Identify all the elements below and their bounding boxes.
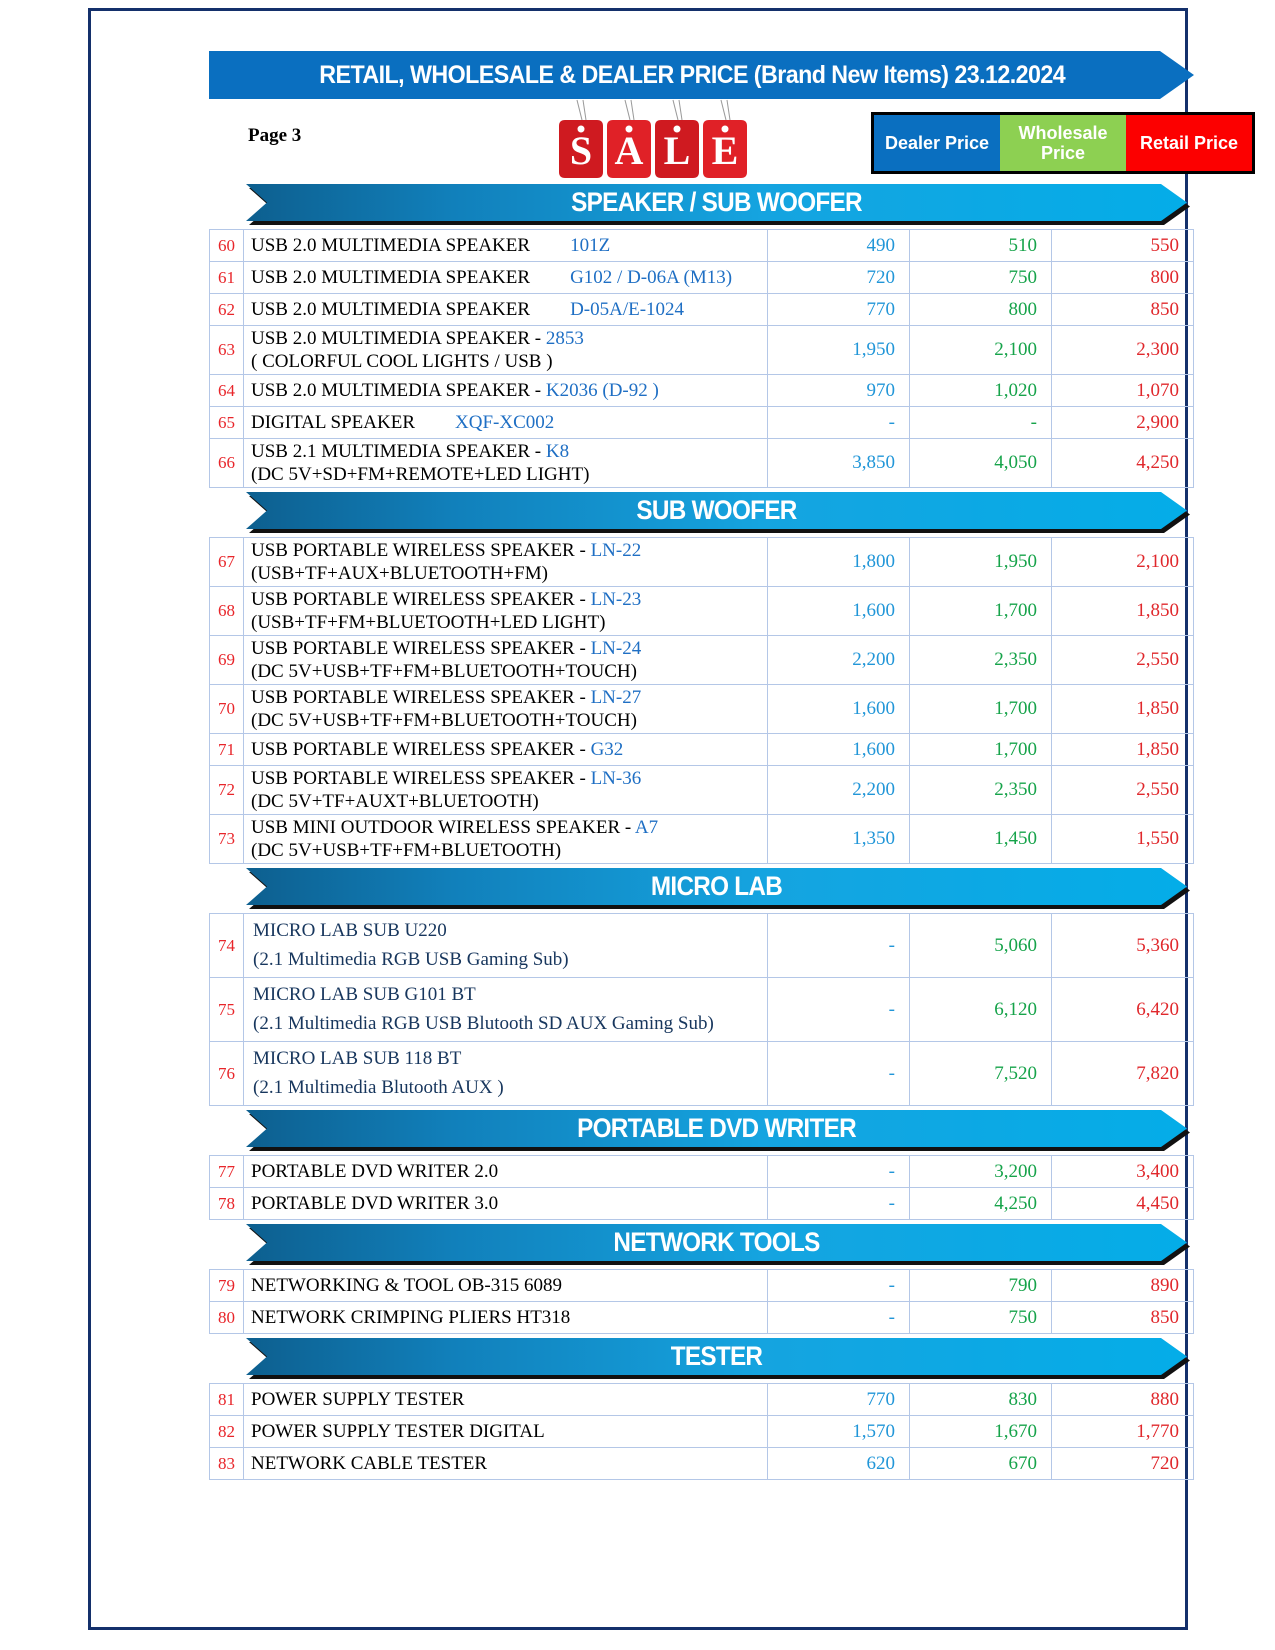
- item-name: USB 2.1 MULTIMEDIA SPEAKER -: [251, 440, 546, 462]
- item-description: [244, 439, 768, 488]
- item-description-line2: (DC 5V+TF+AUXT+BLUETOOTH): [251, 791, 539, 812]
- wholesale-price-cell: -: [910, 407, 1052, 439]
- wholesale-price-cell: 6,120: [910, 978, 1052, 1042]
- item-description: [244, 978, 768, 1042]
- price-table: [209, 1155, 1194, 1220]
- retail-price-header: Retail Price: [1126, 115, 1252, 171]
- row-number: 77: [210, 1156, 244, 1188]
- item-description-line2: (2.1 Multimedia Blutooth AUX ): [253, 1076, 504, 1098]
- item-description: [244, 294, 768, 326]
- item-name: USB 2.0 MULTIMEDIA SPEAKER -: [251, 327, 546, 349]
- row-number: 82: [210, 1416, 244, 1448]
- dealer-price-cell: 720: [768, 262, 910, 294]
- wholesale-price-cell: 750: [910, 1302, 1052, 1334]
- wholesale-price-cell: 2,100: [910, 326, 1052, 375]
- retail-price-cell: 880: [1052, 1384, 1194, 1416]
- item-name: POWER SUPPLY TESTER DIGITAL: [251, 1420, 545, 1442]
- row-number: 60: [210, 230, 244, 262]
- table-row[interactable]: [210, 636, 1194, 685]
- item-model-code: LN-22: [590, 539, 642, 561]
- dealer-price-cell: 1,600: [768, 587, 910, 636]
- retail-price-cell: 2,550: [1052, 636, 1194, 685]
- wholesale-price-cell: 2,350: [910, 636, 1052, 685]
- item-description: [244, 326, 768, 375]
- item-model-code: LN-27: [590, 686, 642, 708]
- table-row[interactable]: [210, 1384, 1194, 1416]
- item-description: [244, 538, 768, 587]
- item-description: [244, 1302, 768, 1334]
- document-title-banner: [209, 51, 1194, 99]
- retail-price-cell: 1,850: [1052, 685, 1194, 734]
- table-row[interactable]: [210, 1042, 1194, 1106]
- row-number: 65: [210, 407, 244, 439]
- row-number: 66: [210, 439, 244, 488]
- table-row[interactable]: [210, 587, 1194, 636]
- retail-price-cell: 4,450: [1052, 1188, 1194, 1220]
- retail-price-cell: 2,900: [1052, 407, 1194, 439]
- wholesale-price-cell: 670: [910, 1448, 1052, 1480]
- item-name: NETWORK CABLE TESTER: [251, 1452, 488, 1474]
- item-name: MICRO LAB SUB U220: [253, 919, 447, 941]
- table-row[interactable]: [210, 1156, 1194, 1188]
- row-number: 78: [210, 1188, 244, 1220]
- wholesale-price-cell: 3,200: [910, 1156, 1052, 1188]
- row-number: 62: [210, 294, 244, 326]
- section-banner: [246, 1110, 1187, 1151]
- wholesale-price-cell: 830: [910, 1384, 1052, 1416]
- price-table: [209, 537, 1194, 864]
- price-table: [209, 913, 1194, 1106]
- item-description: [244, 636, 768, 685]
- table-row[interactable]: [210, 685, 1194, 734]
- dealer-price-header: Dealer Price: [874, 115, 1000, 171]
- retail-price-cell: 1,850: [1052, 587, 1194, 636]
- item-name: DIGITAL SPEAKER: [251, 411, 416, 433]
- sale-letter-s: S: [569, 128, 593, 173]
- item-description: [244, 734, 768, 766]
- item-description-line2: (DC 5V+SD+FM+REMOTE+LED LIGHT): [251, 464, 590, 485]
- sale-letter-e: E: [711, 128, 739, 173]
- item-model-code: K8: [545, 440, 570, 462]
- item-model-code: LN-36: [590, 767, 642, 789]
- table-row[interactable]: [210, 538, 1194, 587]
- section-title: PORTABLE DVD WRITER: [577, 1113, 856, 1143]
- item-description: [244, 587, 768, 636]
- table-row[interactable]: [210, 914, 1194, 978]
- item-description-line2: (DC 5V+USB+TF+FM+BLUETOOTH+TOUCH): [251, 661, 637, 682]
- header-row: [203, 112, 1255, 180]
- item-name: USB PORTABLE WIRELESS SPEAKER -: [251, 588, 591, 610]
- item-model-code: 101Z: [570, 234, 611, 256]
- dealer-price-cell: -: [768, 1270, 910, 1302]
- wholesale-price-cell: 750: [910, 262, 1052, 294]
- retail-price-cell: 6,420: [1052, 978, 1194, 1042]
- item-name: USB PORTABLE WIRELESS SPEAKER -: [251, 539, 591, 561]
- row-number: 81: [210, 1384, 244, 1416]
- dealer-price-cell: -: [768, 1188, 910, 1220]
- item-description: [244, 1448, 768, 1480]
- item-name: PORTABLE DVD WRITER 2.0: [251, 1160, 499, 1182]
- page-border: [88, 8, 1239, 1630]
- item-description-line2: (2.1 Multimedia RGB USB Gaming Sub): [253, 948, 569, 970]
- item-description-line2: (DC 5V+USB+TF+FM+BLUETOOTH+TOUCH): [251, 710, 637, 731]
- item-name: POWER SUPPLY TESTER: [251, 1388, 465, 1410]
- section-banner: [246, 868, 1187, 909]
- item-description: [244, 1156, 768, 1188]
- table-row[interactable]: [210, 1270, 1194, 1302]
- dealer-price-cell: 1,600: [768, 685, 910, 734]
- item-name: USB PORTABLE WIRELESS SPEAKER -: [251, 637, 591, 659]
- row-number: 83: [210, 1448, 244, 1480]
- wholesale-price-cell: 4,050: [910, 439, 1052, 488]
- retail-price-cell: 7,820: [1052, 1042, 1194, 1106]
- wholesale-price-header: Wholesale Price: [1000, 115, 1126, 171]
- retail-price-cell: 1,850: [1052, 734, 1194, 766]
- item-name: USB 2.0 MULTIMEDIA SPEAKER: [251, 266, 531, 288]
- table-row[interactable]: [210, 294, 1194, 326]
- retail-price-cell: 850: [1052, 1302, 1194, 1334]
- wholesale-price-cell: 5,060: [910, 914, 1052, 978]
- item-description: [244, 1416, 768, 1448]
- price-list-body: [203, 184, 1255, 1480]
- table-row[interactable]: [210, 326, 1194, 375]
- item-model-code: A7: [634, 816, 659, 838]
- item-name: USB 2.0 MULTIMEDIA SPEAKER: [251, 298, 531, 320]
- item-name: USB 2.0 MULTIMEDIA SPEAKER -: [251, 379, 546, 401]
- retail-price-cell: 850: [1052, 294, 1194, 326]
- retail-price-cell: 3,400: [1052, 1156, 1194, 1188]
- table-row[interactable]: [210, 1416, 1194, 1448]
- row-number: 67: [210, 538, 244, 587]
- section-title: TESTER: [670, 1341, 763, 1371]
- dealer-price-cell: -: [768, 407, 910, 439]
- row-number: 69: [210, 636, 244, 685]
- table-row[interactable]: [210, 407, 1194, 439]
- item-description: [244, 1188, 768, 1220]
- row-number: 71: [210, 734, 244, 766]
- section-banner: [246, 1224, 1187, 1265]
- row-number: 68: [210, 587, 244, 636]
- item-model-code: K2036 (D-92 ): [545, 379, 659, 401]
- wholesale-price-cell: 1,670: [910, 1416, 1052, 1448]
- retail-price-cell: 5,360: [1052, 914, 1194, 978]
- item-name: USB MINI OUTDOOR WIRELESS SPEAKER -: [251, 816, 635, 838]
- dealer-price-cell: 970: [768, 375, 910, 407]
- item-name: USB 2.0 MULTIMEDIA SPEAKER: [251, 234, 531, 256]
- section-banner: [246, 1338, 1187, 1379]
- dealer-price-cell: -: [768, 1156, 910, 1188]
- page-content: [203, 31, 1255, 1629]
- sale-letter-a: A: [614, 128, 644, 173]
- dealer-price-cell: 3,850: [768, 439, 910, 488]
- dealer-price-cell: -: [768, 978, 910, 1042]
- wholesale-price-cell: 790: [910, 1270, 1052, 1302]
- wholesale-price-cell: 1,450: [910, 815, 1052, 864]
- wholesale-price-cell: 510: [910, 230, 1052, 262]
- item-model-code: LN-24: [590, 637, 642, 659]
- dealer-price-cell: 1,800: [768, 538, 910, 587]
- item-model-code: G32: [590, 738, 624, 760]
- wholesale-price-cell: 7,520: [910, 1042, 1052, 1106]
- wholesale-price-cell: 4,250: [910, 1188, 1052, 1220]
- retail-price-cell: 720: [1052, 1448, 1194, 1480]
- item-name: USB PORTABLE WIRELESS SPEAKER -: [251, 767, 591, 789]
- table-row[interactable]: [210, 375, 1194, 407]
- price-table: [209, 229, 1194, 488]
- wholesale-price-cell: 1,950: [910, 538, 1052, 587]
- dealer-price-cell: -: [768, 914, 910, 978]
- item-model-code: G102 / D-06A (M13): [570, 266, 733, 288]
- retail-price-cell: 2,300: [1052, 326, 1194, 375]
- dealer-price-cell: -: [768, 1302, 910, 1334]
- retail-price-cell: 1,770: [1052, 1416, 1194, 1448]
- page-number-label: Page 3: [248, 125, 302, 146]
- price-table: [209, 1269, 1194, 1334]
- sale-tags-logo: [551, 98, 756, 180]
- table-row[interactable]: [210, 815, 1194, 864]
- item-description: [244, 1384, 768, 1416]
- dealer-price-cell: 2,200: [768, 766, 910, 815]
- section-title: SUB WOOFER: [636, 495, 797, 525]
- price-table: [209, 1383, 1194, 1480]
- item-description-line2: (USB+TF+AUX+BLUETOOTH+FM): [251, 563, 548, 584]
- table-row[interactable]: [210, 734, 1194, 766]
- wholesale-price-cell: 800: [910, 294, 1052, 326]
- item-description: [244, 1042, 768, 1106]
- item-name: USB PORTABLE WIRELESS SPEAKER -: [251, 686, 591, 708]
- dealer-price-cell: 1,350: [768, 815, 910, 864]
- item-description-line2: ( COLORFUL COOL LIGHTS / USB ): [251, 351, 553, 372]
- sale-letter-l: L: [663, 128, 691, 173]
- retail-price-cell: 4,250: [1052, 439, 1194, 488]
- item-model-code: XQF-XC002: [455, 411, 555, 433]
- dealer-price-cell: 1,570: [768, 1416, 910, 1448]
- dealer-price-cell: -: [768, 1042, 910, 1106]
- table-row[interactable]: [210, 978, 1194, 1042]
- item-description-line2: (2.1 Multimedia RGB USB Blutooth SD AUX Gaming Sub): [253, 1012, 714, 1034]
- item-description: [244, 230, 768, 262]
- row-number: 70: [210, 685, 244, 734]
- dealer-price-cell: 1,950: [768, 326, 910, 375]
- dealer-price-cell: 2,200: [768, 636, 910, 685]
- table-row[interactable]: [210, 439, 1194, 488]
- item-description: [244, 407, 768, 439]
- item-description: [244, 375, 768, 407]
- item-name: NETWORK CRIMPING PLIERS HT318: [251, 1306, 571, 1328]
- wholesale-price-cell: 1,700: [910, 587, 1052, 636]
- item-model-code: LN-23: [590, 588, 642, 610]
- row-number: 73: [210, 815, 244, 864]
- item-model-code: 2853: [545, 327, 584, 349]
- row-number: 75: [210, 978, 244, 1042]
- table-row[interactable]: [210, 766, 1194, 815]
- dealer-price-cell: 490: [768, 230, 910, 262]
- item-name: PORTABLE DVD WRITER 3.0: [251, 1192, 499, 1214]
- section-title: MICRO LAB: [650, 871, 783, 901]
- item-name: USB PORTABLE WIRELESS SPEAKER -: [251, 738, 591, 760]
- item-name: MICRO LAB SUB 118 BT: [253, 1047, 462, 1069]
- row-number: 76: [210, 1042, 244, 1106]
- item-name: MICRO LAB SUB G101 BT: [253, 983, 476, 1005]
- item-description: [244, 685, 768, 734]
- wholesale-price-cell: 1,700: [910, 685, 1052, 734]
- section-title: SPEAKER / SUB WOOFER: [571, 187, 862, 217]
- wholesale-price-cell: 1,020: [910, 375, 1052, 407]
- table-row[interactable]: [210, 230, 1194, 262]
- item-description: [244, 815, 768, 864]
- item-description: [244, 914, 768, 978]
- item-description: [244, 262, 768, 294]
- retail-price-cell: 2,550: [1052, 766, 1194, 815]
- dealer-price-cell: 770: [768, 1384, 910, 1416]
- retail-price-cell: 2,100: [1052, 538, 1194, 587]
- row-number: 74: [210, 914, 244, 978]
- retail-price-cell: 1,070: [1052, 375, 1194, 407]
- retail-price-cell: 890: [1052, 1270, 1194, 1302]
- item-description-line2: (USB+TF+FM+BLUETOOTH+LED LIGHT): [251, 612, 606, 633]
- row-number: 61: [210, 262, 244, 294]
- dealer-price-cell: 620: [768, 1448, 910, 1480]
- retail-price-cell: 1,550: [1052, 815, 1194, 864]
- section-title: NETWORK TOOLS: [613, 1227, 820, 1257]
- table-row[interactable]: [210, 1302, 1194, 1334]
- dealer-price-cell: 770: [768, 294, 910, 326]
- section-banner: [246, 492, 1187, 533]
- row-number: 64: [210, 375, 244, 407]
- item-description-line2: (DC 5V+USB+TF+FM+BLUETOOTH): [251, 840, 562, 861]
- table-row[interactable]: [210, 1188, 1194, 1220]
- wholesale-price-cell: 2,350: [910, 766, 1052, 815]
- item-name: NETWORKING & TOOL OB-315 6089: [251, 1274, 563, 1296]
- item-description: [244, 1270, 768, 1302]
- row-number: 63: [210, 326, 244, 375]
- row-number: 72: [210, 766, 244, 815]
- item-description: [244, 766, 768, 815]
- retail-price-cell: 800: [1052, 262, 1194, 294]
- price-column-headers: [871, 112, 1255, 174]
- table-row[interactable]: [210, 262, 1194, 294]
- wholesale-price-cell: 1,700: [910, 734, 1052, 766]
- page-title: RETAIL, WHOLESALE & DEALER PRICE (Brand New Items) 23.12.2024: [319, 60, 1066, 89]
- table-row[interactable]: [210, 1448, 1194, 1480]
- row-number: 79: [210, 1270, 244, 1302]
- dealer-price-cell: 1,600: [768, 734, 910, 766]
- row-number: 80: [210, 1302, 244, 1334]
- retail-price-cell: 550: [1052, 230, 1194, 262]
- item-model-code: D-05A/E-1024: [570, 298, 685, 320]
- section-banner: [246, 184, 1187, 225]
